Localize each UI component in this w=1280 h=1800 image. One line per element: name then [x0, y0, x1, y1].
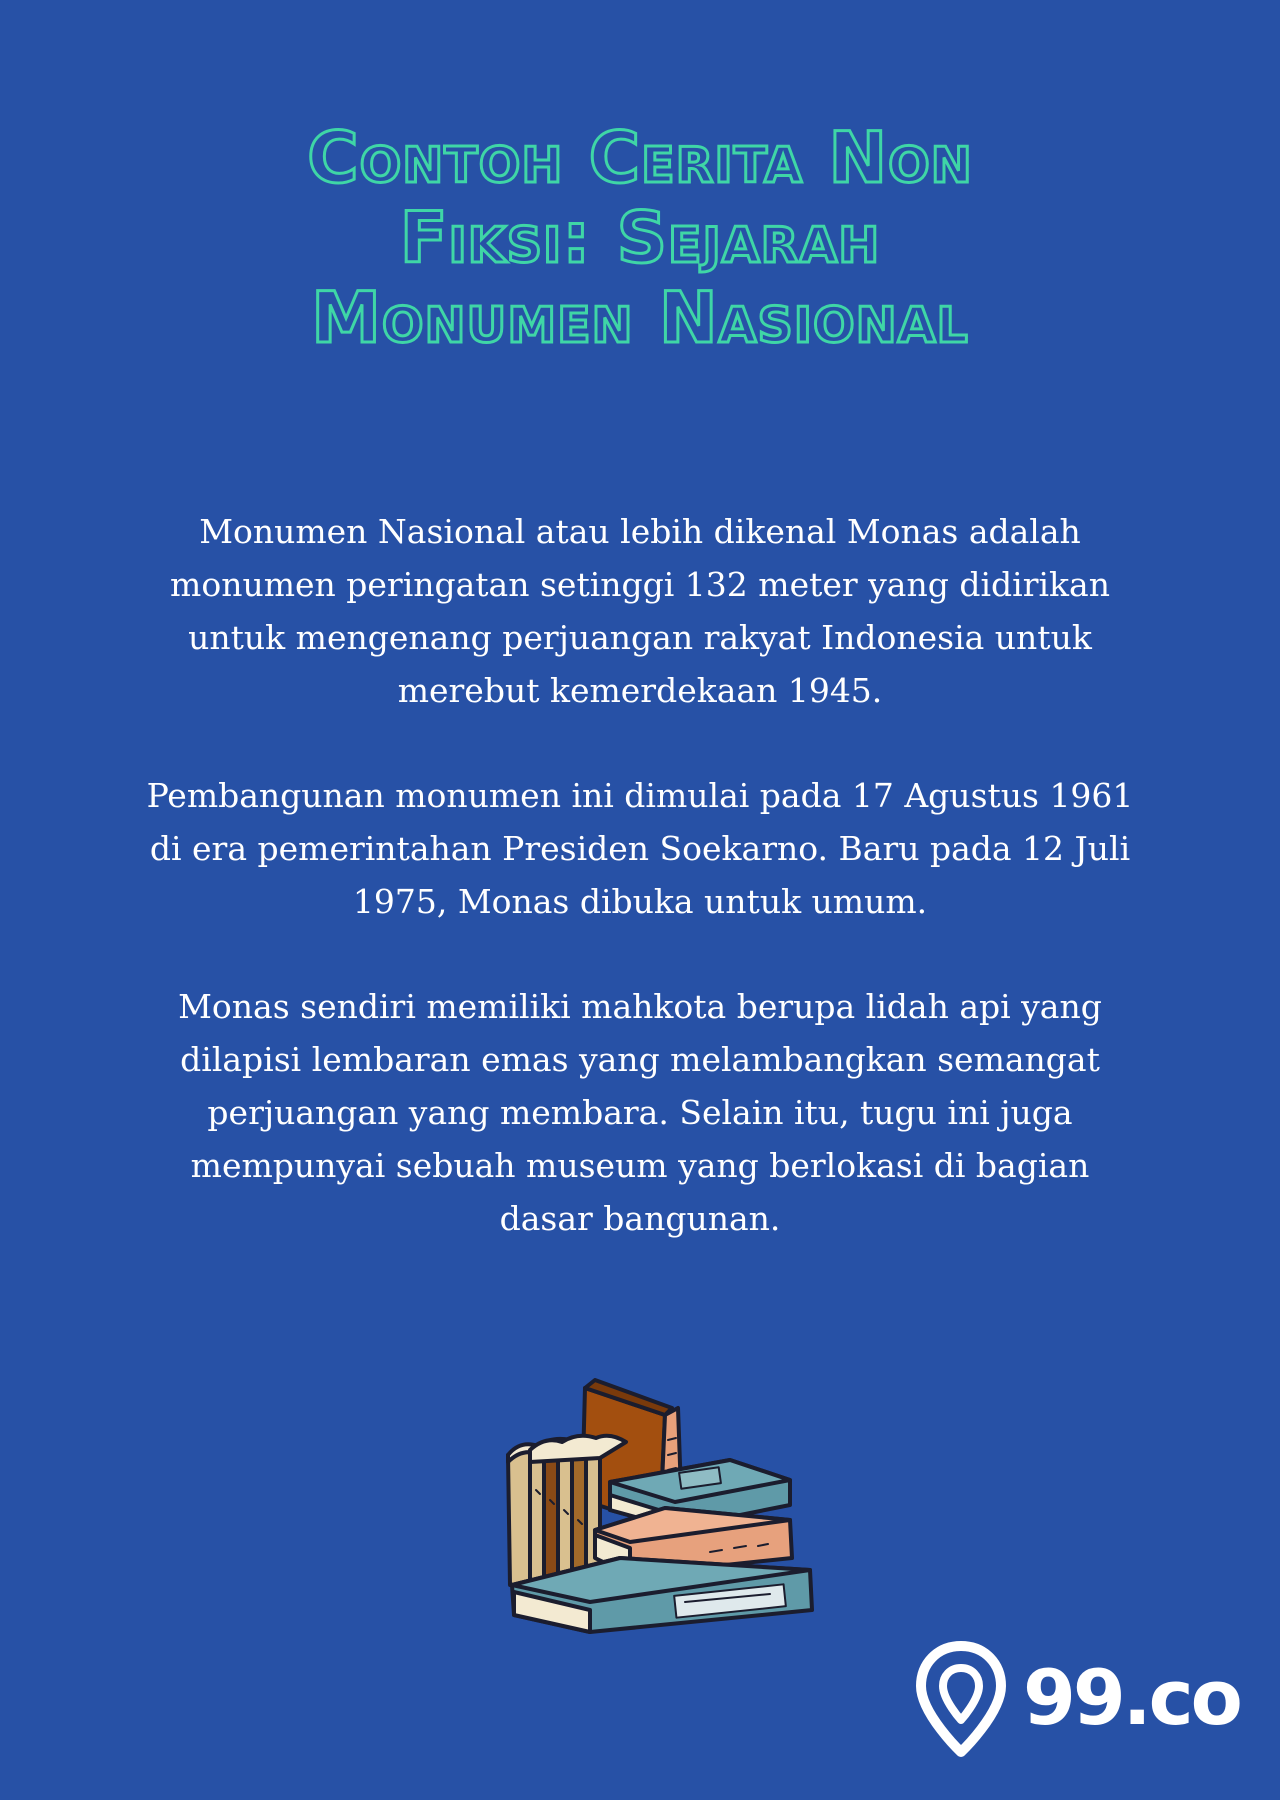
- title-line-2: Fiksi: Sejarah: [399, 197, 881, 279]
- brand-name: 99.co: [1023, 1653, 1240, 1742]
- stack-of-books-icon: [500, 1370, 830, 1640]
- article-body: [140, 505, 1140, 1297]
- brand-logo[interactable]: [915, 1640, 1240, 1760]
- location-pin-icon: [915, 1640, 1007, 1760]
- title-line-3: Monumen Nasional: [311, 277, 969, 359]
- page-title: [0, 118, 1280, 358]
- paragraph-intro: Monumen Nasional atau lebih dikenal Monas adalah monumen peringatan setinggi 132 meter yang didirikan untuk mengenang perjuangan rakyat Indonesia untuk merebut kemerdekaan 1945.: [170, 512, 1110, 710]
- title-line-1: Contoh Cerita Non: [307, 117, 973, 199]
- paragraph-crown: Monas sendiri memiliki mahkota berupa lidah api yang dilapisi lembaran emas yang melambangkan semangat perjuangan yang membara. Selain itu, tugu ini juga mempunyai sebuah museum yang berlokasi di bagian dasar bangunan.: [178, 987, 1102, 1238]
- paragraph-construction: Pembangunan monumen ini dimulai pada 17 Agustus 1961 di era pemerintahan Presiden Soekarno. Baru pada 12 Juli 1975, Monas dibuka untuk umum.: [146, 776, 1134, 921]
